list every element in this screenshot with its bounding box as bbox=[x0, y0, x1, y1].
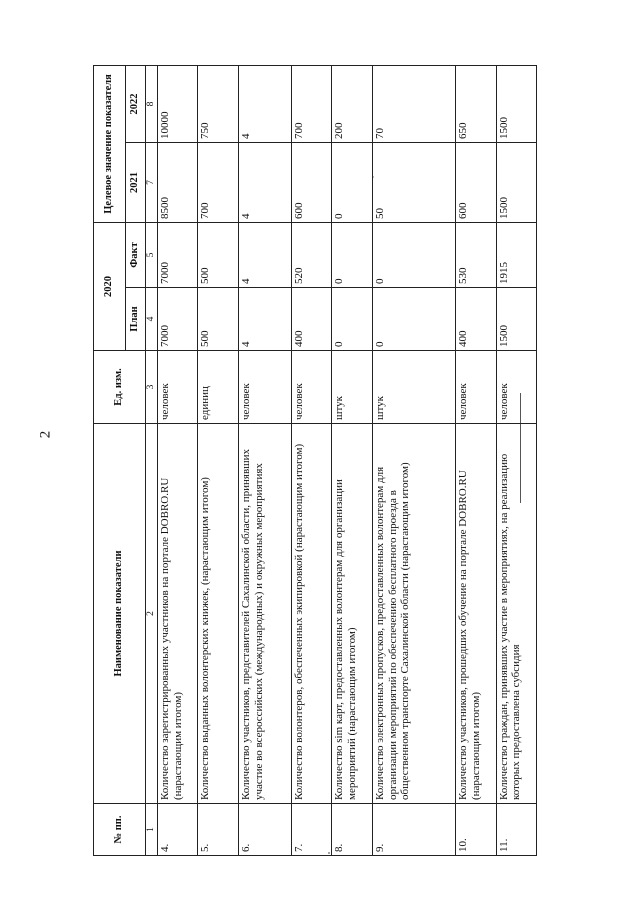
row-fact: 500 bbox=[198, 223, 238, 288]
index-cell: 2 bbox=[146, 424, 158, 804]
row-name: Количество граждан, принявших участие в мероприятиях, на реализацию которых предоставлена субсидия bbox=[496, 424, 536, 804]
row-name: Количество волонтеров, обеспеченных экипировкой (нарастающим итогом) bbox=[292, 424, 332, 804]
index-cell: 7 bbox=[146, 143, 158, 223]
row-2021: 50 bbox=[372, 143, 455, 223]
row-2021: 600 bbox=[292, 143, 332, 223]
index-cell: 5 bbox=[146, 223, 158, 288]
row-name: Количество участников, представителей Сахалинской области, принявших участие во всероссийских (международных) и окружных мероприятиях bbox=[238, 424, 291, 804]
row-num: 9. bbox=[372, 804, 455, 856]
header-2021: 2021 bbox=[126, 143, 146, 223]
table-row bbox=[372, 65, 455, 855]
row-unit: человек bbox=[238, 351, 291, 424]
header-fact: Факт bbox=[126, 223, 146, 288]
row-unit: единиц bbox=[198, 351, 238, 424]
row-name: Количество электронных пропусков, предоставленных волонтерам для организации мероприятий по обеспечению бесплатного проезда в общественном транспорте Сахалинской области (нарастающим итогом) bbox=[372, 424, 455, 804]
row-num: 8. bbox=[332, 804, 372, 856]
row-fact: 0 bbox=[332, 223, 372, 288]
row-2021: 8500 bbox=[158, 143, 198, 223]
row-2022: 1500 bbox=[496, 65, 536, 142]
row-num: 6. bbox=[238, 804, 291, 856]
row-num: 5. bbox=[198, 804, 238, 856]
row-unit: человек bbox=[456, 351, 496, 424]
header-num: № пп. bbox=[94, 804, 146, 856]
table-row bbox=[332, 65, 372, 855]
header-target: Целевое значение показателя bbox=[94, 65, 126, 222]
row-2021: 0 bbox=[332, 143, 372, 223]
row-unit: человек bbox=[496, 351, 536, 424]
row-fact: 1915 bbox=[496, 223, 536, 288]
indicators-table bbox=[93, 65, 537, 856]
row-2022: 70 bbox=[372, 65, 455, 142]
header-unit: Ед. изм. bbox=[94, 351, 146, 424]
row-plan: 500 bbox=[198, 288, 238, 351]
index-cell: 4 bbox=[146, 288, 158, 351]
row-2022: 200 bbox=[332, 65, 372, 142]
row-plan: 400 bbox=[292, 288, 332, 351]
row-fact: 4 bbox=[238, 223, 291, 288]
row-fact: 520 bbox=[292, 223, 332, 288]
table-row bbox=[238, 65, 291, 855]
row-fact: 530 bbox=[456, 223, 496, 288]
index-cell: 8 bbox=[146, 65, 158, 142]
row-name: Количество участников, прошедших обучение на портале DOBRO.RU (нарастающим итогом) bbox=[456, 424, 496, 804]
header-2022: 2022 bbox=[126, 65, 146, 142]
row-fact: 7000 bbox=[158, 223, 198, 288]
row-num: 10. bbox=[456, 804, 496, 856]
rotated-table-wrapper bbox=[93, 66, 633, 852]
row-name: Количество зарегистрированных участников на портале DOBRO.RU (нарастающим итогом) bbox=[158, 424, 198, 804]
row-2021: 600 bbox=[456, 143, 496, 223]
row-plan: 0 bbox=[332, 288, 372, 351]
row-num: 4. bbox=[158, 804, 198, 856]
row-2022: 10000 bbox=[158, 65, 198, 142]
header-name: Наименование показатели bbox=[94, 424, 146, 804]
index-cell: 1 bbox=[146, 804, 158, 856]
row-plan: 0 bbox=[372, 288, 455, 351]
row-unit: штук bbox=[332, 351, 372, 424]
header-plan: План bbox=[126, 288, 146, 351]
row-2022: 650 bbox=[456, 65, 496, 142]
row-2021: 700 bbox=[198, 143, 238, 223]
row-unit: штук bbox=[372, 351, 455, 424]
header-2020: 2020 bbox=[94, 223, 126, 351]
row-unit: человек bbox=[292, 351, 332, 424]
table-row bbox=[292, 65, 332, 855]
row-num: 7. bbox=[292, 804, 332, 856]
table-row bbox=[198, 65, 238, 855]
table-row bbox=[456, 65, 496, 855]
row-2021: 4 bbox=[238, 143, 291, 223]
row-plan: 4 bbox=[238, 288, 291, 351]
row-2022: 750 bbox=[198, 65, 238, 142]
page-number: 2 bbox=[37, 430, 54, 439]
row-plan: 400 bbox=[456, 288, 496, 351]
row-fact: 0 bbox=[372, 223, 455, 288]
row-2022: 4 bbox=[238, 65, 291, 142]
row-name: Количество sim карт, предоставленных волонтерам для организации мероприятий (нарастающим итогом) bbox=[332, 424, 372, 804]
row-plan: 1500 bbox=[496, 288, 536, 351]
row-2022: 700 bbox=[292, 65, 332, 142]
table-row bbox=[158, 65, 198, 855]
table-row bbox=[496, 65, 536, 855]
row-plan: 7000 bbox=[158, 288, 198, 351]
row-2021: 1500 bbox=[496, 143, 536, 223]
index-cell: 3 bbox=[146, 351, 158, 424]
row-num: 11. bbox=[496, 804, 536, 856]
row-unit: человек bbox=[158, 351, 198, 424]
row-name: Количество выданных волонтерских книжек, (нарастающим итогом) bbox=[198, 424, 238, 804]
